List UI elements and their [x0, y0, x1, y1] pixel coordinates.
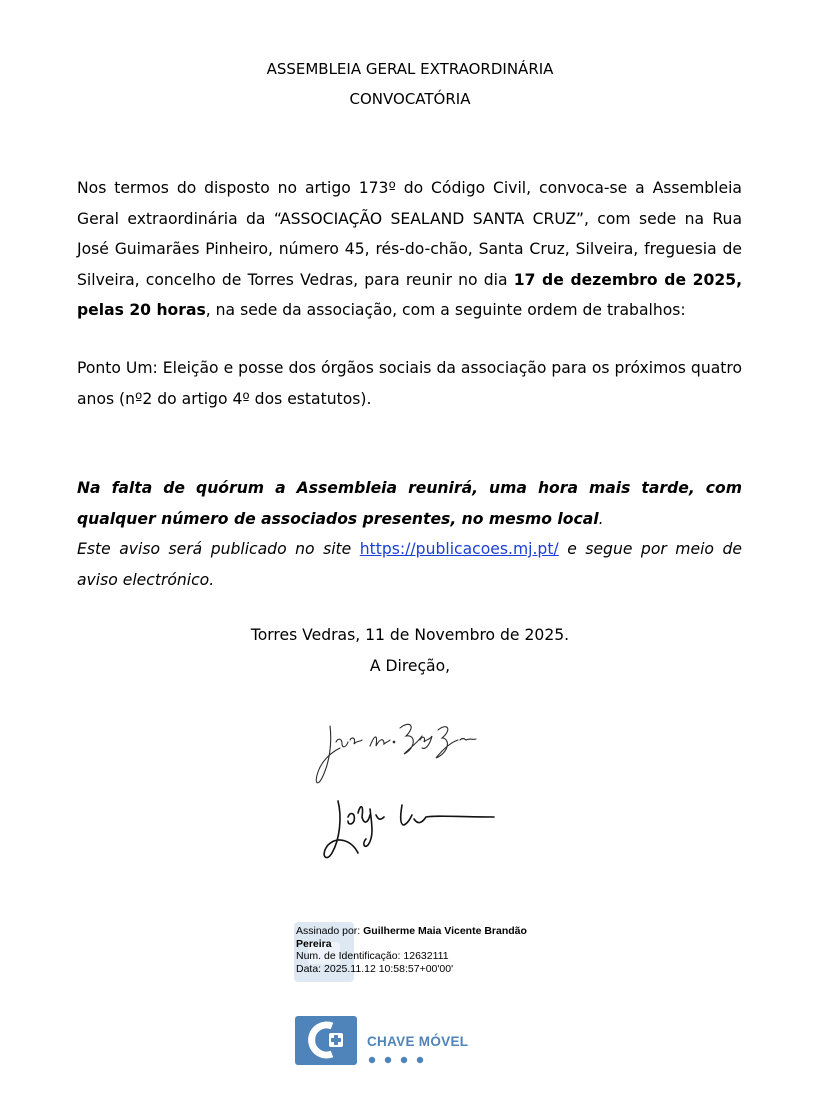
- chave-movel-logo-icon: [295, 1016, 357, 1065]
- convocation-text-start: Nos termos do disposto no artigo 173º do Código Civil, convoca-se a Assembleia Geral extraordinária da “ASSOCIAÇÃO SEALAND SANTA CRUZ”, com sede na Rua José Guimarães Pinheiro, número 45, rés-do-chão, Santa Cruz, Silveira, freguesia de Silveira, concelho de Torres Vedras, para reunir no dia: [77, 179, 742, 289]
- quorum-notice-paragraph: [77, 473, 742, 595]
- publication-link[interactable]: https://publicacoes.mj.pt/: [359, 540, 559, 558]
- convocation-text-end: , na sede da associação, com a seguinte ordem de trabalhos:: [205, 301, 686, 319]
- publication-notice-end: e segue por meio de aviso electrónico.: [77, 540, 742, 589]
- document-subtitle: CONVOCATÓRIA: [349, 90, 471, 108]
- document-title: ASSEMBLEIA GERAL EXTRAORDINÁRIA: [266, 60, 554, 78]
- signer-name: Guilherme Maia Vicente Brandão: [363, 925, 527, 937]
- chave-movel-logo-text: CHAVE MÓVEL: [367, 1034, 469, 1049]
- signature-date: Data: 2025.11.12 10:58:57+00'00': [296, 962, 454, 975]
- digital-signature-stamp: [296, 925, 527, 975]
- handwritten-signature-1: [312, 712, 487, 792]
- logo-dots: [368, 1055, 428, 1065]
- convocation-paragraph: [77, 173, 742, 326]
- signoff: A Direção,: [369, 657, 451, 675]
- meeting-date-time: 17 de dezembro de 2025, pelas 20 horas: [77, 270, 742, 319]
- signer-name-cont: Pereira: [296, 937, 332, 950]
- signer-id: Num. de Identificação: 12632111: [296, 950, 449, 962]
- agenda-item: Ponto Um: Eleição e posse dos órgãos sociais da associação para os próximos quatro anos (nº2 do artigo 4º dos estatutos).: [77, 359, 742, 408]
- signed-by-label: Assinado por:: [296, 925, 361, 937]
- place-date: Torres Vedras, 11 de Novembro de 2025.: [250, 626, 570, 644]
- publication-notice-start: Este aviso será publicado no site: [77, 540, 360, 558]
- quorum-notice-end: .: [598, 509, 604, 528]
- quorum-notice: Na falta de quórum a Assembleia reunirá, uma hora mais tarde, com qualquer número de associados presentes, no mesmo local: [77, 479, 742, 528]
- handwritten-signature-2: [318, 795, 498, 865]
